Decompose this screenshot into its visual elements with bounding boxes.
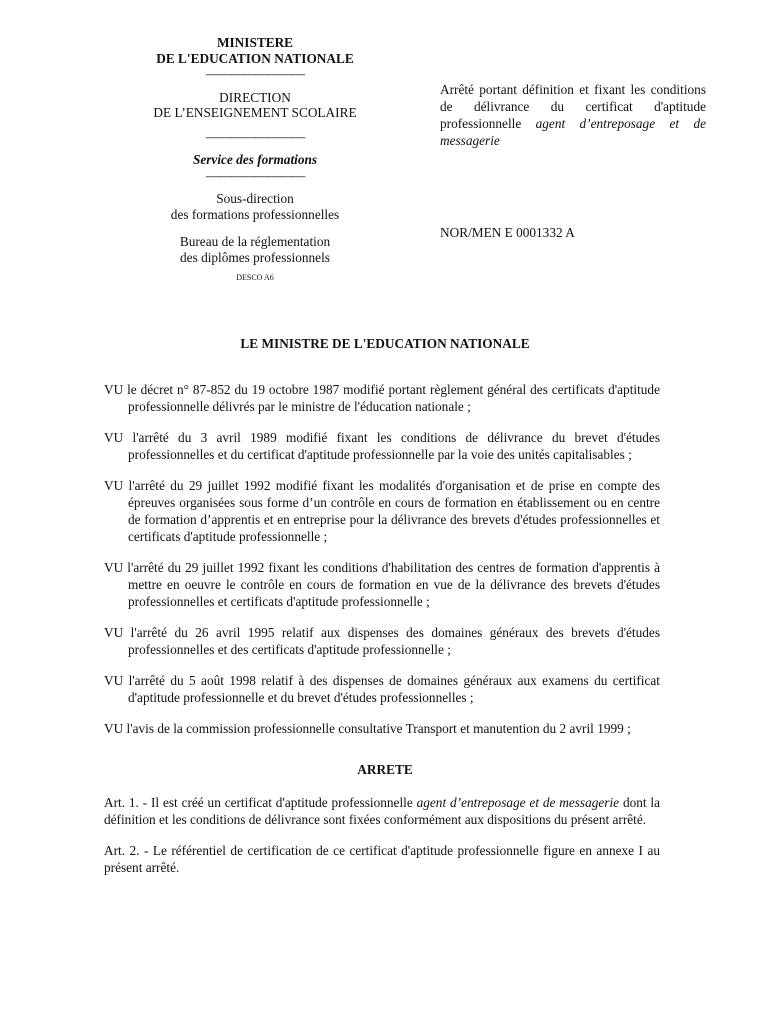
article-2: Art. 2. - Le référentiel de certification de ce certificat d'aptitude professionnelle figure en annexe I au présent arrêté.	[104, 843, 660, 875]
visa-item: VU le décret n° 87-852 du 19 octobre 1987 modifié portant règlement général des certificats d'aptitude professionnelle délivrés par le ministre de l'éducation nationale ;	[104, 382, 660, 414]
subject-block	[440, 81, 706, 149]
article-1	[104, 794, 660, 828]
article-1-suffix: dont la définition et les conditions de délivrance sont fixées conformément aux dispositions du présent arrêté.	[104, 795, 661, 827]
direction-line-1: DIRECTION	[219, 89, 291, 105]
separator-line: ————————	[205, 128, 305, 144]
articles-section	[104, 794, 660, 890]
minister-heading: LE MINISTRE DE L'EDUCATION NATIONALE	[240, 336, 530, 351]
subject-specialty: agent d’entreposage et de messagerie	[440, 116, 706, 148]
nor-reference: NOR/MEN E 0001332 A	[440, 225, 575, 240]
visa-item: VU l'arrêté du 5 août 1998 relatif à des dispenses de domaines généraux aux examens du certificat d'aptitude professionnelle et du brevet d'études professionnelles ;	[104, 673, 660, 705]
visa-item: VU l'arrêté du 3 avril 1989 modifié fixant les conditions de délivrance du brevet d'études professionnelles et du certificat d'aptitude professionnelle par la voie des unités capitalisables ;	[104, 430, 660, 462]
visa-item: VU l'arrêté du 29 juillet 1992 fixant les conditions d'habilitation des centres de formation d'apprentis à mettre en oeuvre le contrôle en cours de formation en vue de la délivrance des brevets d'études professionnelles et certificats d'aptitude professionnelle ;	[104, 560, 660, 609]
separator-line: ————————	[205, 66, 305, 81]
arrete-heading: ARRETE	[357, 762, 413, 777]
subdirection-line-1: Sous-direction	[216, 191, 294, 206]
office-code: DESCO A6	[236, 273, 274, 282]
subject-text: Arrêté portant définition et fixant les conditions de délivrance du certificat d'aptitude professionnelle	[440, 82, 706, 131]
visa-item: VU l'avis de la commission professionnelle consultative Transport et manutention du 2 avril 1999 ;	[104, 721, 631, 736]
bureau-line-1: Bureau de la réglementation	[179, 234, 331, 249]
visas-list	[104, 381, 660, 751]
bureau-line-2: des diplômes professionnels	[180, 249, 330, 265]
direction-line-2: DE L’ENSEIGNEMENT SCOLAIRE	[153, 105, 357, 120]
article-1-prefix: Art. 1. - Il est créé un certificat d'aptitude professionnelle	[104, 795, 413, 810]
visa-item: VU l'arrêté du 26 avril 1995 relatif aux dispenses des domaines généraux des brevets d'études professionnelles et des certificats d'aptitude professionnelle ;	[104, 625, 660, 657]
ministry-line-2: DE L'EDUCATION NATIONALE	[156, 50, 354, 66]
subdirection-line-2: des formations professionnelles	[170, 206, 340, 222]
separator-line: ————————	[205, 167, 305, 183]
article-1-specialty: agent d’entreposage et de messagerie	[416, 795, 620, 810]
service-name: Service des formations	[192, 152, 318, 167]
ministry-line-1: MINISTERE	[216, 35, 294, 50]
issuing-authority-block	[130, 35, 380, 283]
visa-item: VU l'arrêté du 29 juillet 1992 modifié fixant les modalités d'organisation et de prise en compte des épreuves organisées sous forme d’un contrôle en cours de formation en établissement ou en centre de formation d’apprentis et en entreprise pour la délivrance des brevets d'études professionnelles et certificats d'aptitude professionnelle ;	[104, 478, 660, 544]
